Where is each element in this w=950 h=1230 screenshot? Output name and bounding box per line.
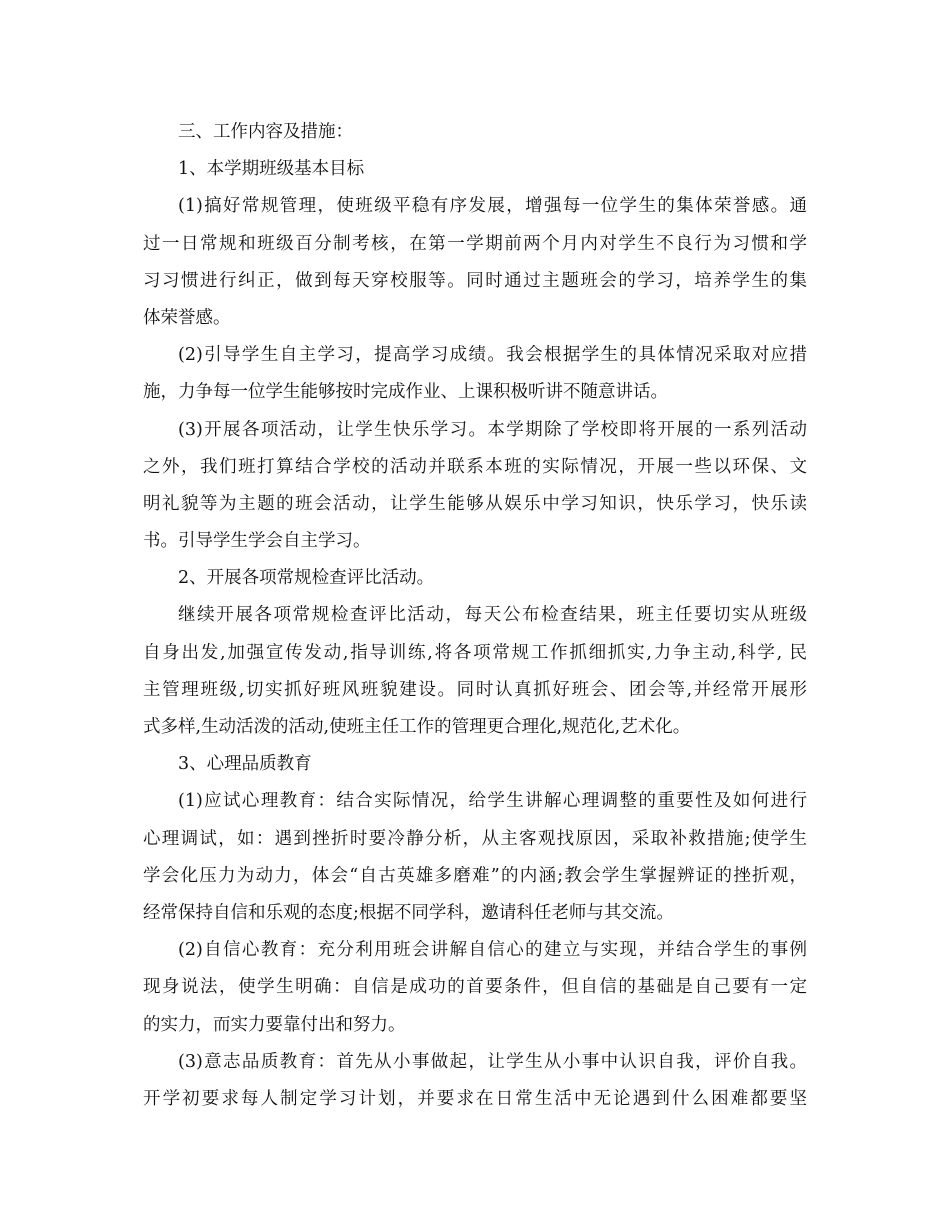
text-line: 书。引导学生学会自主学习。 [143, 531, 371, 552]
text-line: 的实力，而实力要靠付出和努力。 [143, 1014, 406, 1035]
text-line: 心理调试，如：遇到挫折时要冷静分析，从主客观找原因，采取补救措施;使学生 [143, 828, 807, 849]
text-line: 自身出发,加强宣传发动,指导训练,将各项常规工作抓细抓实,力争主动,科学, 民 [143, 642, 807, 663]
text-line: 之外，我们班打算结合学校的活动并联系本班的实际情况，开展一些以环保、文 [143, 456, 807, 477]
document-body [143, 114, 807, 1118]
text-line: 体荣誉感。 [143, 307, 231, 328]
text-line: 2、开展各项常规检查评比活动。 [178, 568, 435, 589]
text-line: 主管理班级,切实抓好班风班貌建设。同时认真抓好班会、团会等,并经常开展形 [143, 679, 807, 700]
text-line: 学会化压力为动力，体会“自古英雄多磨难”的内涵;教会学生掌握辨证的挫折观， [143, 865, 807, 886]
text-line: 经常保持自信和乐观的态度;根据不同学科，邀请科任老师与其交流。 [143, 902, 674, 923]
text-line: (3)开展各项活动，让学生快乐学习。本学期除了学校即将开展的一系列活动 [178, 419, 807, 440]
text-line: 施，力争每一位学生能够按时完成作业、上课积极听讲不随意讲话。 [143, 382, 668, 403]
text-line: 继续开展各项常规检查评比活动，每天公布检查结果，班主任要切实从班级 [178, 605, 807, 626]
text-line: 1、本学期班级基本目标 [178, 159, 365, 180]
text-line: 习习惯进行纠正，做到每天穿校服等。同时通过主题班会的学习，培养学生的集 [143, 270, 807, 291]
text-line: 3、心理品质教育 [178, 754, 312, 775]
text-line: (1)应试心理教育：结合实际情况，给学生讲解心理调整的重要性及如何进行 [178, 791, 807, 812]
text-line: (2)自信心教育：充分利用班会讲解自信心的建立与实现，并结合学生的事例 [178, 940, 807, 961]
text-line: (2)引导学生自主学习，提高学习成绩。我会根据学生的具体情况采取对应措 [178, 345, 807, 366]
text-line: 三、工作内容及措施： [178, 122, 353, 142]
text-line: 现身说法，使学生明确：自信是成功的首要条件，但自信的基础是自己要有一定 [143, 977, 807, 998]
text-line: 过一日常规和班级百分制考核，在第一学期前两个月内对学生不良行为习惯和学 [143, 233, 807, 254]
text-line: 开学初要求每人制定学习计划，并要求在日常生活中无论遇到什么困难都要坚 [143, 1088, 807, 1109]
text-line: (3)意志品质教育：首先从小事做起，让学生从小事中认识自我，评价自我。 [178, 1051, 807, 1072]
text-line: 明礼貌等为主题的班会活动，让学生能够从娱乐中学习知识，快乐学习，快乐读 [143, 493, 807, 514]
text-line: 式多样,生动活泼的活动,使班主任工作的管理更合理化,规范化,艺术化。 [143, 717, 691, 737]
text-line: (1)搞好常规管理，使班级平稳有序发展，增强每一位学生的集体荣誉感。通 [178, 196, 807, 217]
